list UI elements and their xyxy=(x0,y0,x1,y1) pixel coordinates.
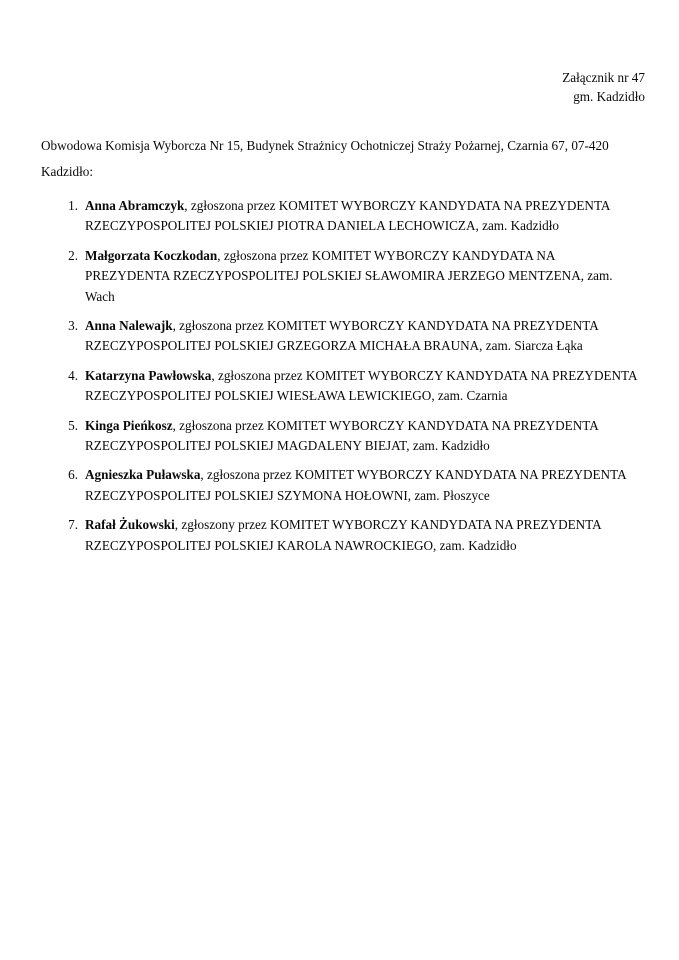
list-item xyxy=(41,366,641,407)
attachment-number: Załącznik nr 47 xyxy=(562,70,645,85)
list-item xyxy=(41,316,641,357)
document-header xyxy=(562,68,645,106)
list-item-number: 6. xyxy=(68,467,78,483)
member-nomination-text: , zgłoszona przez KOMITET WYBORCZY KANDYDATA NA PREZYDENTA RZECZYPOSPOLITEJ POLSKIEJ MAGDALENY BIEJAT, zam. Kadzidło xyxy=(85,417,599,454)
list-item-number: 5. xyxy=(68,417,78,433)
list-item-number: 1. xyxy=(68,198,78,213)
commission-intro-paragraph: Obwodowa Komisja Wyborcza Nr 15, Budynek Strażnicy Ochotniczej Straży Pożarnej, Czarnia 67, 07-420 Kadzidło: xyxy=(41,138,609,180)
list-item-number: 7. xyxy=(68,517,78,533)
list-item-number: 2. xyxy=(68,247,78,263)
member-nomination-text: , zgłoszony przez KOMITET WYBORCZY KANDYDATA NA PREZYDENTA RZECZYPOSPOLITEJ POLSKIEJ KAROLA NAWROCKIEGO, zam. Kadzidło xyxy=(85,517,601,553)
member-name: Katarzyna Pawłowska xyxy=(85,367,212,383)
member-nomination-text: , zgłoszona przez KOMITET WYBORCZY KANDYDATA NA PREZYDENTA RZECZYPOSPOLITEJ POLSKIEJ SZYMONA HOŁOWNI, zam. Płoszyce xyxy=(85,467,626,503)
list-item xyxy=(41,246,641,307)
member-name: Małgorzata Koczkodan xyxy=(85,247,218,263)
member-name: Agnieszka Puławska xyxy=(85,467,201,483)
municipality-name: gm. Kadzidło xyxy=(573,89,645,104)
list-item xyxy=(41,465,641,506)
list-item-number: 4. xyxy=(68,367,78,383)
member-name: Anna Abramczyk xyxy=(85,198,185,213)
member-name: Rafał Żukowski xyxy=(85,517,175,533)
list-item xyxy=(41,416,641,457)
list-item xyxy=(41,196,641,237)
member-nomination-text: , zgłoszona przez KOMITET WYBORCZY KANDYDATA NA PREZYDENTA RZECZYPOSPOLITEJ POLSKIEJ GRZEGORZA MICHAŁA BRAUNA, zam. Siarcza Łąka xyxy=(85,318,599,354)
member-nomination-text: , zgłoszona przez KOMITET WYBORCZY KANDYDATA NA PREZYDENTA RZECZYPOSPOLITEJ POLSKIEJ SŁAWOMIRA JERZEGO MENTZENA, zam. Wach xyxy=(85,247,613,304)
member-name: Kinga Pieńkosz xyxy=(85,417,173,433)
member-nomination-text: , zgłoszona przez KOMITET WYBORCZY KANDYDATA NA PREZYDENTA RZECZYPOSPOLITEJ POLSKIEJ WIESŁAWA LEWICKIEGO, zam. Czarnia xyxy=(85,367,637,404)
list-item xyxy=(41,515,641,556)
list-item-number: 3. xyxy=(68,318,78,334)
commission-member-list xyxy=(41,196,641,565)
member-nomination-text: , zgłoszona przez KOMITET WYBORCZY KANDYDATA NA PREZYDENTA RZECZYPOSPOLITEJ POLSKIEJ PIOTRA DANIELA LECHOWICZA, zam. Kadzidło xyxy=(85,198,610,234)
member-name: Anna Nalewajk xyxy=(85,318,173,334)
